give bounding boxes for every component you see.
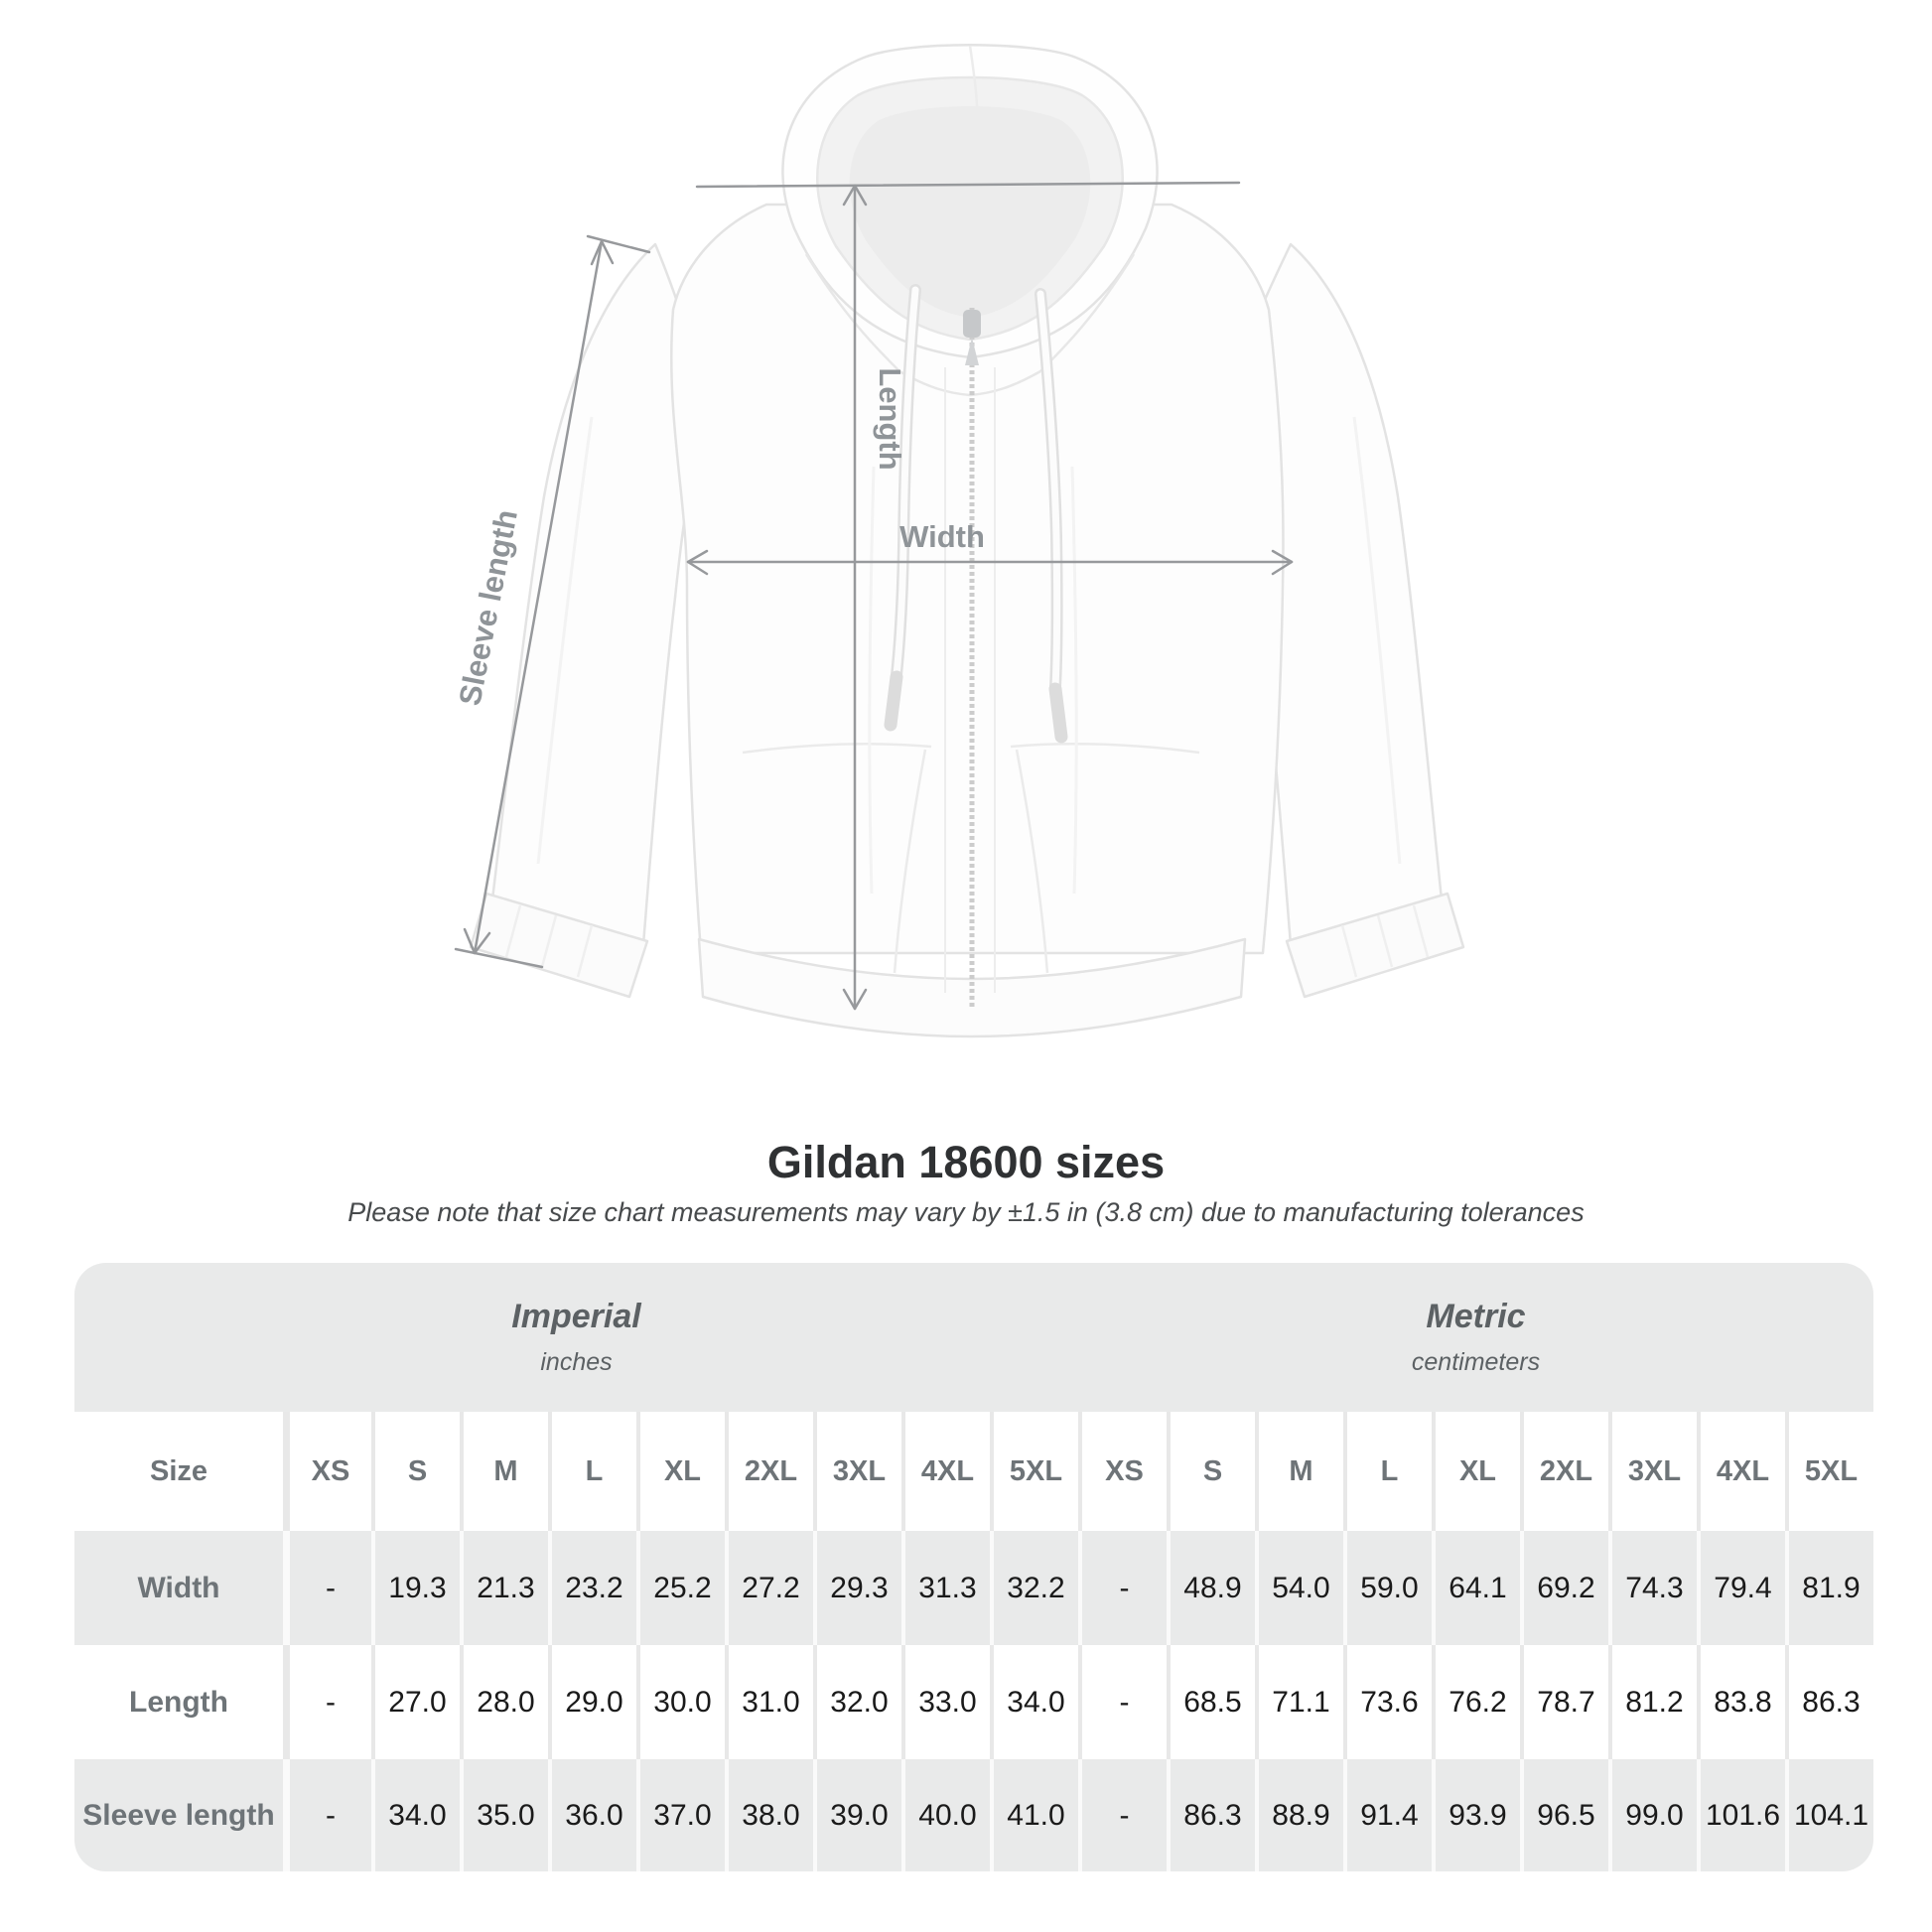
table-row-sleeve-length — [74, 1759, 1873, 1871]
col-header-metric-4xl: 4XL — [1697, 1412, 1785, 1531]
sleeve-length-label: Sleeve length — [452, 506, 524, 709]
tolerance-note: Please note that size chart measurements may vary by ±1.5 in (3.8 cm) due to manufacturing tolerances — [347, 1197, 1585, 1227]
length-imperial-3xl: 32.0 — [813, 1645, 901, 1759]
col-header-metric-s: S — [1167, 1412, 1255, 1531]
length-imperial-4xl: 33.0 — [901, 1645, 990, 1759]
width-label: Width — [899, 519, 985, 554]
imperial-unit: inches — [540, 1348, 613, 1376]
page-title: Gildan 18600 sizes — [766, 1137, 1166, 1187]
width-imperial-m: 21.3 — [460, 1531, 548, 1645]
width-metric-5xl: 81.9 — [1785, 1531, 1873, 1645]
row-label-width: Width — [137, 1571, 220, 1604]
table-row-length — [74, 1645, 1873, 1759]
metric-header — [1078, 1263, 1873, 1412]
metric-title: Metric — [1426, 1298, 1526, 1335]
sleeve-imperial-5xl: 41.0 — [990, 1759, 1078, 1871]
length-metric-l: 73.6 — [1343, 1645, 1432, 1759]
metric-unit: centimeters — [1411, 1348, 1541, 1376]
sleeve-imperial-m: 35.0 — [460, 1759, 548, 1871]
sleeve-metric-3xl: 99.0 — [1608, 1759, 1697, 1871]
length-metric-m: 71.1 — [1255, 1645, 1343, 1759]
width-imperial-2xl: 27.2 — [725, 1531, 813, 1645]
length-metric-2xl: 78.7 — [1520, 1645, 1608, 1759]
size-header-row — [74, 1412, 1873, 1531]
sleeve-metric-2xl: 96.5 — [1520, 1759, 1608, 1871]
width-metric-3xl: 74.3 — [1608, 1531, 1697, 1645]
sleeve-metric-xl: 93.9 — [1432, 1759, 1520, 1871]
col-header-imperial-l: L — [548, 1412, 636, 1531]
length-imperial-xs: - — [283, 1645, 371, 1759]
sleeve-imperial-2xl: 38.0 — [725, 1759, 813, 1871]
col-header-imperial-s: S — [371, 1412, 460, 1531]
width-imperial-3xl: 29.3 — [813, 1531, 901, 1645]
col-header-imperial-xs: XS — [283, 1412, 371, 1531]
table-row-width — [74, 1531, 1873, 1645]
width-imperial-xl: 25.2 — [636, 1531, 725, 1645]
size-header-label: Size — [149, 1454, 208, 1487]
col-header-metric-l: L — [1343, 1412, 1432, 1531]
sleeve-imperial-l: 36.0 — [548, 1759, 636, 1871]
col-header-metric-3xl: 3XL — [1608, 1412, 1697, 1531]
width-metric-m: 54.0 — [1255, 1531, 1343, 1645]
length-imperial-s: 27.0 — [371, 1645, 460, 1759]
col-header-imperial-2xl: 2XL — [725, 1412, 813, 1531]
col-header-metric-2xl: 2XL — [1520, 1412, 1608, 1531]
col-header-metric-xs: XS — [1078, 1412, 1167, 1531]
col-header-imperial-xl: XL — [636, 1412, 725, 1531]
sleeve-imperial-s: 34.0 — [371, 1759, 460, 1871]
length-metric-xl: 76.2 — [1432, 1645, 1520, 1759]
row-label-sleeve-length: Sleeve length — [82, 1798, 275, 1832]
sleeve-metric-l: 91.4 — [1343, 1759, 1432, 1871]
width-metric-s: 48.9 — [1167, 1531, 1255, 1645]
imperial-title: Imperial — [511, 1298, 641, 1335]
imperial-header — [74, 1263, 1078, 1412]
width-metric-xl: 64.1 — [1432, 1531, 1520, 1645]
length-metric-3xl: 81.2 — [1608, 1645, 1697, 1759]
width-metric-l: 59.0 — [1343, 1531, 1432, 1645]
width-imperial-xs: - — [283, 1531, 371, 1645]
sleeve-metric-m: 88.9 — [1255, 1759, 1343, 1871]
length-imperial-m: 28.0 — [460, 1645, 548, 1759]
width-imperial-s: 19.3 — [371, 1531, 460, 1645]
unit-header-band — [74, 1263, 1873, 1412]
width-imperial-4xl: 31.3 — [901, 1531, 990, 1645]
width-imperial-l: 23.2 — [548, 1531, 636, 1645]
sleeve-metric-s: 86.3 — [1167, 1759, 1255, 1871]
col-header-imperial-4xl: 4XL — [901, 1412, 990, 1531]
length-metric-s: 68.5 — [1167, 1645, 1255, 1759]
col-header-imperial-m: M — [460, 1412, 548, 1531]
col-header-metric-xl: XL — [1432, 1412, 1520, 1531]
length-metric-4xl: 83.8 — [1697, 1645, 1785, 1759]
width-metric-xs: - — [1078, 1531, 1167, 1645]
length-imperial-l: 29.0 — [548, 1645, 636, 1759]
col-header-metric-m: M — [1255, 1412, 1343, 1531]
width-metric-4xl: 79.4 — [1697, 1531, 1785, 1645]
sleeve-imperial-3xl: 39.0 — [813, 1759, 901, 1871]
length-imperial-5xl: 34.0 — [990, 1645, 1078, 1759]
length-metric-xs: - — [1078, 1645, 1167, 1759]
width-metric-2xl: 69.2 — [1520, 1531, 1608, 1645]
sleeve-metric-4xl: 101.6 — [1697, 1759, 1785, 1871]
col-header-imperial-3xl: 3XL — [813, 1412, 901, 1531]
size-chart-table — [74, 1263, 1873, 1871]
length-metric-5xl: 86.3 — [1785, 1645, 1873, 1759]
col-header-metric-5xl: 5XL — [1785, 1412, 1873, 1531]
sleeve-metric-xs: - — [1078, 1759, 1167, 1871]
sleeve-imperial-xl: 37.0 — [636, 1759, 725, 1871]
width-imperial-5xl: 32.2 — [990, 1531, 1078, 1645]
length-label: Length — [873, 367, 907, 471]
col-header-imperial-5xl: 5XL — [990, 1412, 1078, 1531]
sleeve-metric-5xl: 104.1 — [1785, 1759, 1873, 1871]
row-label-length: Length — [129, 1685, 228, 1719]
sleeve-imperial-xs: - — [283, 1759, 371, 1871]
length-imperial-2xl: 31.0 — [725, 1645, 813, 1759]
length-imperial-xl: 30.0 — [636, 1645, 725, 1759]
sleeve-imperial-4xl: 40.0 — [901, 1759, 990, 1871]
